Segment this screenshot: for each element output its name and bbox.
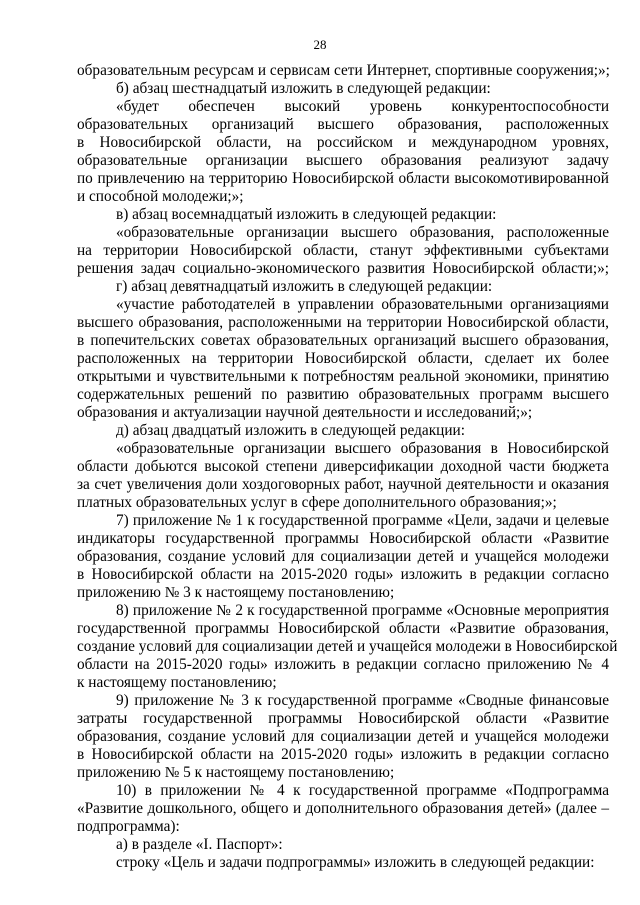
text-line: содержательных решений по развитию образовательных программ высшего (77, 386, 609, 403)
text-line: приложению № 5 к настоящему постановлению; (77, 764, 395, 781)
text-line: открытыми и чувствительными к потребностям реальной экономики, принятию (77, 368, 609, 385)
text-line: образовательным ресурсам и сервисам сети Интернет, спортивные сооружения;»; (77, 62, 610, 79)
text-line: государственной программы Новосибирской области «Развитие образования, (77, 620, 609, 637)
text-line: «будет обеспечен высокий уровень конкурентоспособности (116, 98, 609, 115)
text-line: индикаторы государственной программы Новосибирской области «Развитие (77, 530, 609, 547)
text-line: 8) приложение № 2 к государственной программе «Основные мероприятия (116, 602, 609, 619)
text-line: а) в разделе «I. Паспорт»: (116, 836, 283, 853)
text-line: и способной молодежи;»; (77, 188, 244, 205)
text-line: по привлечению на территорию Новосибирской области высокомотивированной (77, 170, 609, 187)
text-line: 7) приложение № 1 к государственной программе «Цели, задачи и целевые (116, 512, 609, 529)
text-line: образования, создание условий для социализации детей и учащейся молодежи (77, 548, 609, 565)
text-line: в Новосибирской области на 2015-2020 годы» изложить в редакции согласно (77, 746, 609, 763)
text-line: приложению № 3 к настоящему постановлению; (77, 584, 395, 601)
text-line: д) абзац двадцатый изложить в следующей редакции: (116, 422, 465, 439)
text-line: «образовательные организации высшего образования в Новосибирской (116, 440, 609, 457)
text-line: в Новосибирской области на 2015-2020 годы» изложить в редакции согласно (77, 566, 609, 583)
text-line: г) абзац девятнадцатый изложить в следующей редакции: (116, 278, 493, 295)
text-line: б) абзац шестнадцатый изложить в следующей редакции: (116, 80, 491, 97)
text-line: в попечительских советах образовательных организаций высшего образования, (77, 332, 609, 349)
text-line: области на 2015-2020 годы» изложить в редакции согласно приложению № 4 (77, 656, 609, 673)
text-line: подпрограмма): (77, 818, 180, 835)
page-number: 28 (313, 37, 327, 52)
text-line: образования и актуализации научной деятельности и исследований;»; (77, 404, 533, 421)
text-line: в) абзац восемнадцатый изложить в следующей редакции: (116, 206, 497, 223)
text-line: платных образовательных услуг в сфере дополнительного образования;»; (77, 494, 557, 511)
text-line: 9) приложение № 3 к государственной программе «Сводные финансовые (116, 692, 609, 709)
text-line: решения задач социально-экономического развития Новосибирской области;»; (77, 260, 609, 277)
text-line: области добьются высокой степени диверсификации доходной части бюджета (77, 458, 609, 475)
text-line: в Новосибирской области, на российском и международном уровнях, (77, 134, 609, 151)
text-line: образовательных организаций высшего образования, расположенных (77, 116, 609, 133)
text-line: расположенных на территории Новосибирской области, сделает их более (77, 350, 609, 367)
text-line: 10) в приложении № 4 к государственной программе «Подпрограмма (116, 782, 609, 799)
text-line: образования, создание условий для социализации детей и учащейся молодежи (77, 728, 609, 745)
text-line: за счет увеличения доли хоздоговорных работ, научной деятельности и оказания (77, 476, 609, 493)
text-line: на территории Новосибирской области, станут эффективными субъектами (77, 242, 609, 259)
text-line: строку «Цель и задачи подпрограммы» изложить в следующей редакции: (116, 854, 595, 871)
text-line: «Развитие дошкольного, общего и дополнительного образования детей» (далее – (77, 800, 609, 817)
text-line: создание условий для социализации детей и учащейся молодежи в Новосибирской (77, 638, 618, 655)
text-line: затраты государственной программы Новосибирской области «Развитие (77, 710, 609, 727)
text-line: к настоящему постановлению; (77, 674, 277, 691)
text-line: «образовательные организации высшего образования, расположенные (116, 224, 609, 241)
text-line: образовательные организации высшего образования реализуют задачу (77, 152, 609, 169)
text-line: высшего образования, расположенными на территории Новосибирской области, (77, 314, 609, 331)
text-line: «участие работодателей в управлении образовательными организациями (116, 296, 609, 313)
